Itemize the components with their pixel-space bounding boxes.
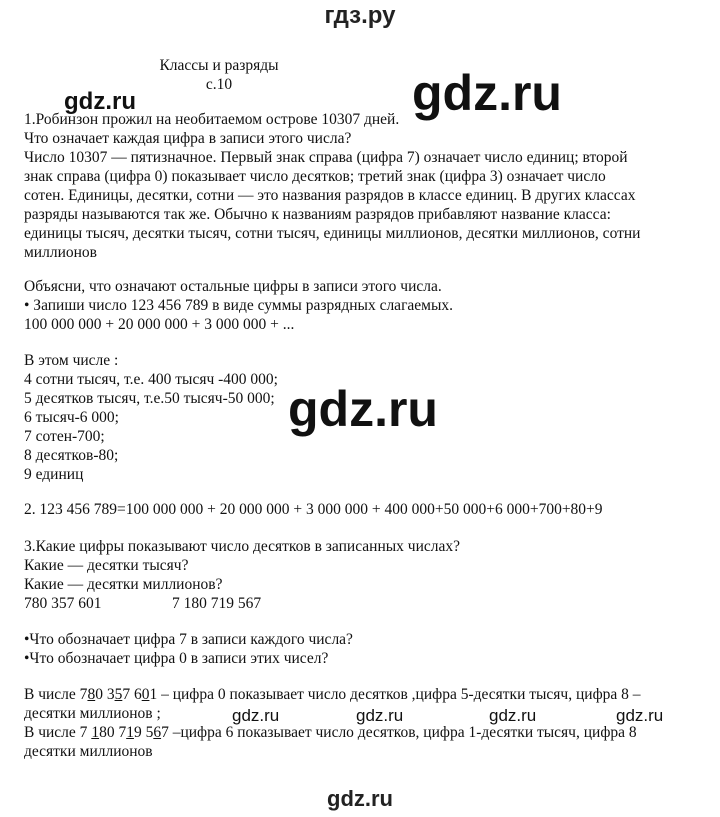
text-line: сотен. Единицы, десятки, сотни — это названия разрядов в классе единиц. В других классах [24,187,636,204]
watermark: gdz.ru [616,706,664,725]
text-line: 100 000 000 + 20 000 000 + 3 000 000 + ... [24,316,295,333]
watermark: gdz.ru [64,88,136,115]
text-line: 1.Робинзон прожил на необитаемом острове 10307 дней. [24,111,400,128]
text-line: Какие — десятки тысяч? [24,557,189,574]
text-line: Число 10307 — пятизначное. Первый знак справа (цифра 7) означает число единиц; второй [24,149,628,166]
text-line: В этом числе : [24,352,119,369]
doc-title: Классы и разряды [159,57,279,74]
text-line: единицы тысяч, десятки тысяч, сотни тысяч, единицы миллионов, десятки миллионов, сотни [24,225,641,242]
text-line: 7 сотен-700; [24,428,105,445]
watermark: gdz.ru [489,706,537,725]
text-line: Что означает каждая цифра в записи этого числа? [24,130,352,147]
text-line: 6 тысяч-6 000; [24,409,119,426]
text-line: 3.Какие цифры показывают число десятков в записанных числах? [24,538,460,555]
text-line: 8 десятков-80; [24,447,119,464]
text-line: миллионов [24,244,97,261]
doc-page: с.10 [205,76,233,93]
text-line: •Что обозначает цифра 0 в записи этих чисел? [24,650,329,667]
number-a: 780 357 601 [24,595,102,612]
answer-line: В числе 7 180 719 567 –цифра 6 показывает число десятков, цифра 1-десятки тысяч, цифра 8 [24,724,637,741]
site-header: гдз.ру [324,2,396,29]
site-footer: gdz.ru [327,786,393,811]
watermark: gdz.ru [356,706,404,725]
text-line: 2. 123 456 789=100 000 000 + 20 000 000 + 3 000 000 + 400 000+50 000+6 000+700+80+9 [24,501,603,518]
text-line: десятки миллионов [24,743,153,760]
text-line: 9 единиц [24,466,84,483]
answer-line: В числе 780 357 601 – цифра 0 показывает число десятков ,цифра 5-десятки тысяч, цифра 8 – [24,686,641,703]
text-line: 5 десятков тысяч, т.е.50 тысяч-50 000; [24,390,275,407]
text-line: Какие — десятки миллионов? [24,576,223,593]
text-line: 4 сотни тысяч, т.е. 400 тысяч -400 000; [24,371,278,388]
watermark: gdz.ru [232,706,280,725]
watermark: gdz.ru [288,381,438,437]
text-line: • Запиши число 123 456 789 в виде суммы разрядных слагаемых. [24,297,454,314]
text-line: разряды называются так же. Обычно к названиям разрядов прибавляют название класса: [24,206,611,223]
text-line: знак справа (цифра 0) показывает число десятков; третий знак (цифра 3) означает число [24,168,606,185]
watermark: gdz.ru [412,65,562,121]
number-b: 7 180 719 567 [172,595,262,612]
text-line: Объясни, что означают остальные цифры в записи этого числа. [24,278,442,295]
text-line: •Что обозначает цифра 7 в записи каждого числа? [24,631,353,648]
text-line: десятки миллионов ; [24,705,161,722]
